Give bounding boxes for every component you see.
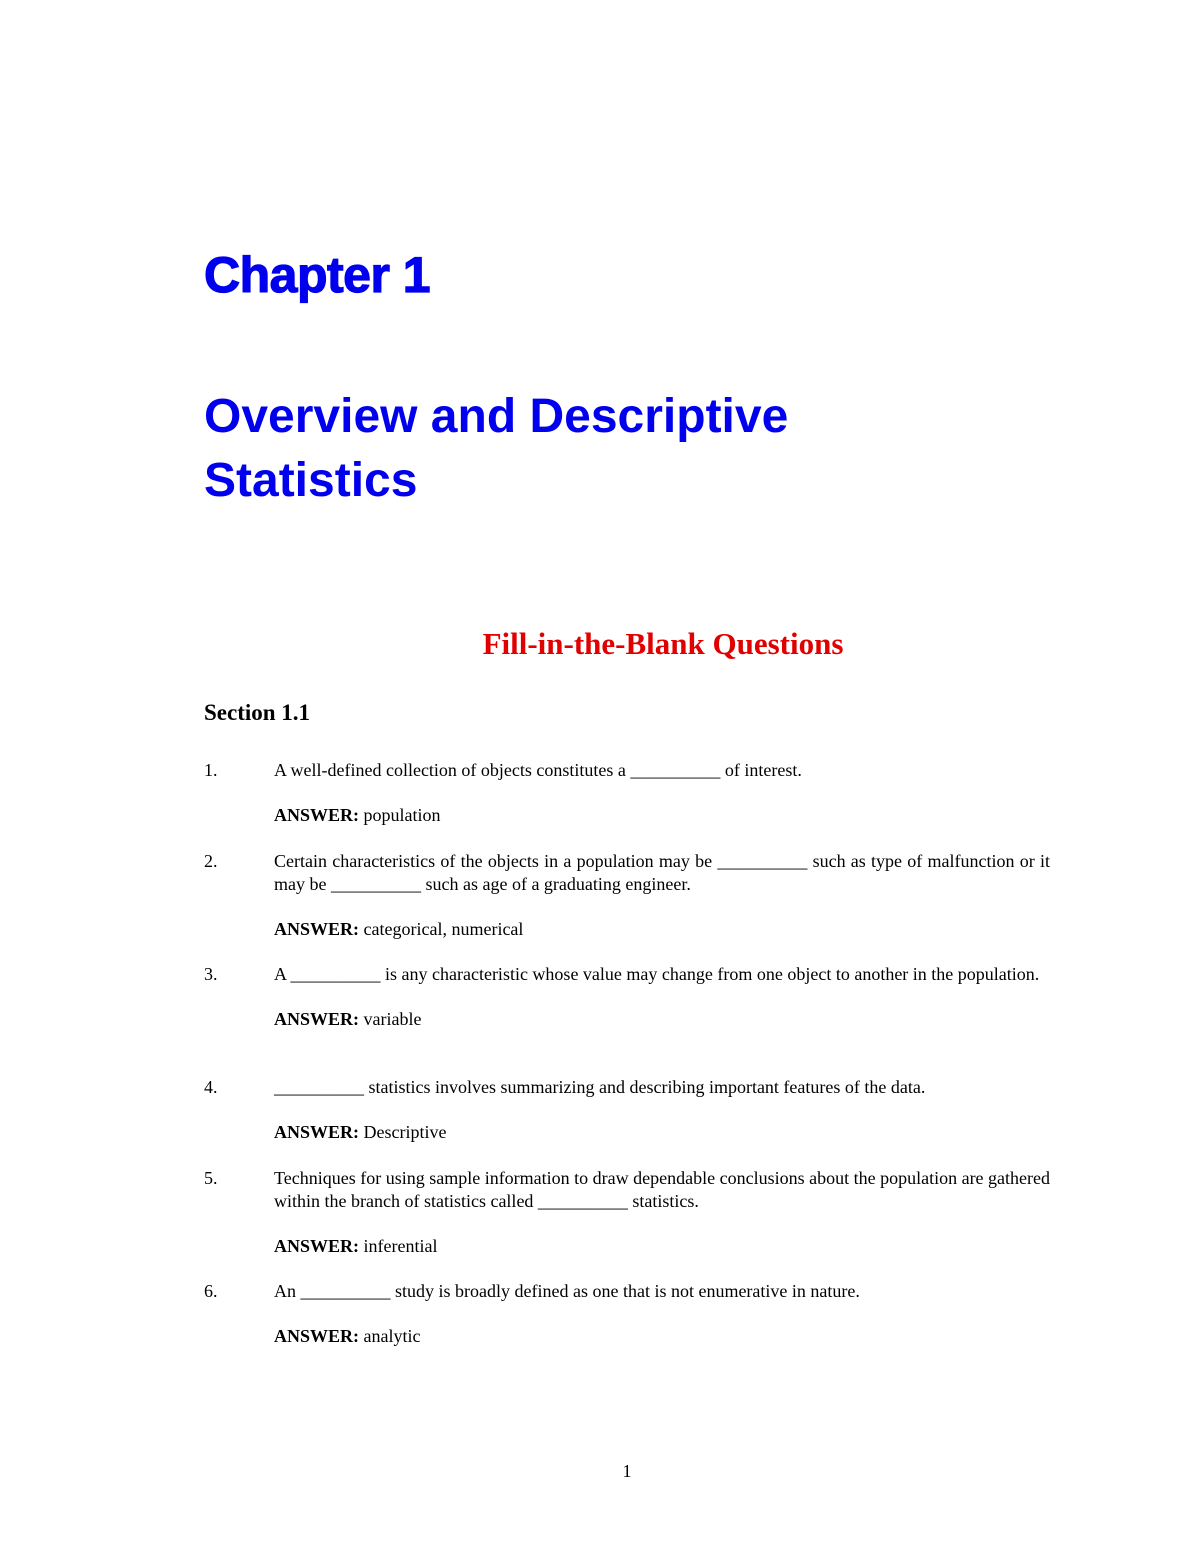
- answer: [274, 918, 1050, 941]
- question-number: 1.: [204, 760, 218, 780]
- question-2: [204, 850, 1050, 941]
- chapter-subtitle: Overview and Descriptive Statistics: [204, 390, 789, 507]
- chapter-title: Chapter 1: [204, 247, 431, 303]
- answer: [274, 1325, 1050, 1348]
- answer-label: ANSWER:: [274, 919, 360, 939]
- answer-label: ANSWER:: [274, 1236, 360, 1256]
- question-number: 2.: [204, 851, 218, 871]
- answer: [274, 1235, 1050, 1258]
- answer-label: ANSWER:: [274, 1326, 360, 1346]
- question-5: [204, 1167, 1050, 1258]
- question-1: [204, 759, 1050, 827]
- question-number: 5.: [204, 1168, 218, 1188]
- answer-value: categorical, numerical: [363, 919, 524, 939]
- answer-label: ANSWER:: [274, 1009, 360, 1029]
- question-number: 3.: [204, 964, 218, 984]
- answer-value: Descriptive: [363, 1122, 447, 1142]
- answer-label: ANSWER:: [274, 1122, 360, 1142]
- question-3: [204, 963, 1050, 1031]
- question-text: A well-defined collection of objects constitutes a __________ of interest.: [274, 760, 802, 780]
- page-number: 1: [622, 1461, 632, 1481]
- answer: [274, 1121, 1050, 1144]
- subsection-heading: Section 1.1: [204, 700, 311, 725]
- answer-label: ANSWER:: [274, 805, 360, 825]
- answer-value: inferential: [363, 1236, 438, 1256]
- question-text: A __________ is any characteristic whose value may change from one object to another in the population.: [274, 964, 1040, 984]
- question-text: __________ statistics involves summarizing and describing important features of the data.: [274, 1077, 926, 1097]
- question-6: [204, 1280, 1050, 1348]
- answer-value: variable: [363, 1009, 422, 1029]
- question-text: An __________ study is broadly defined as one that is not enumerative in nature.: [274, 1281, 860, 1301]
- answer-value: analytic: [363, 1326, 421, 1346]
- answer: [274, 804, 1050, 827]
- question-text: Techniques for using sample information to draw dependable conclusions about the population are gathered within the branch of statistics called __________ statistics.: [274, 1168, 1051, 1211]
- question-number: 4.: [204, 1077, 218, 1097]
- question-text: Certain characteristics of the objects in a population may be __________ such as type of malfunction or it may be __________ such as age of a graduating engineer.: [274, 851, 1050, 894]
- question-4: [204, 1076, 1050, 1144]
- question-number: 6.: [204, 1281, 218, 1301]
- answer-value: population: [363, 805, 441, 825]
- section-heading: Fill-in-the-Blank Questions: [482, 626, 844, 661]
- answer: [274, 1008, 1050, 1031]
